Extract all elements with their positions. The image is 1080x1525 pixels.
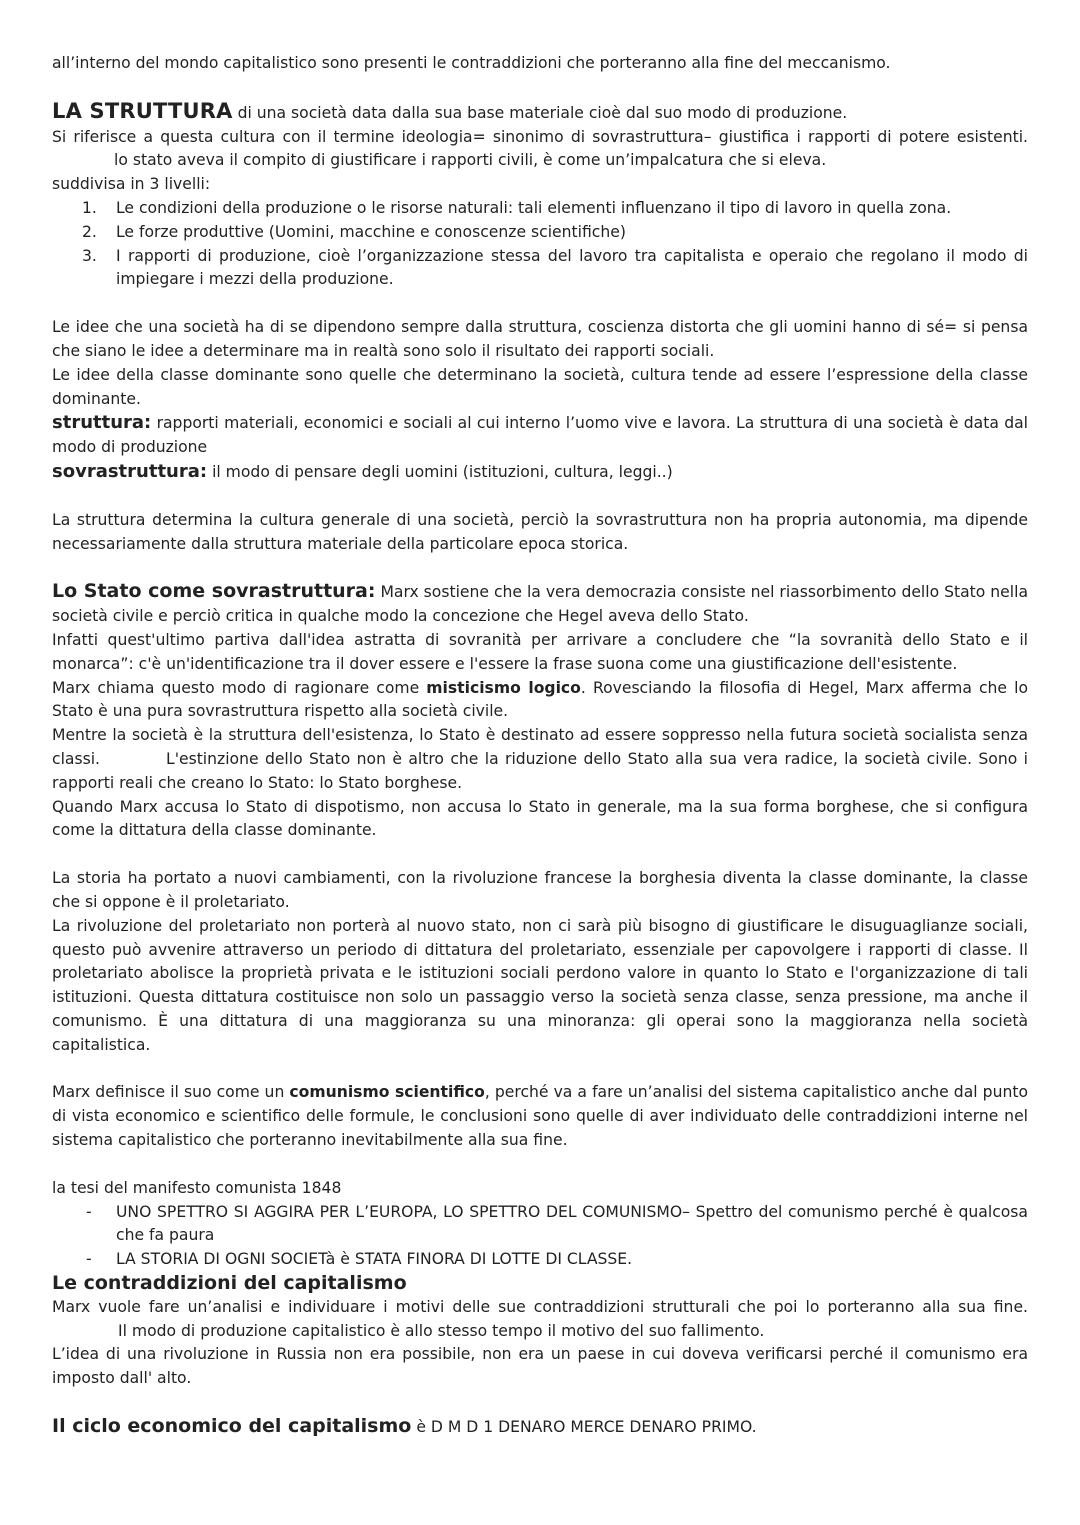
- contraddizioni-paragraph-1: Marx vuole fare un’analisi e individuare i motivi delle sue contraddizioni strutturali che poi lo porteranno alla sua fine.Il modo di produzione capitalistico è allo stesso tempo il motivo del suo fallimento.: [52, 1297, 1028, 1340]
- list-item: 1. Le condizioni della produzione o le risorse naturali: tali elementi influenzano il tipo di lavoro in quella zona.: [82, 198, 952, 217]
- struttura-def: rapporti materiali, economici e sociali al cui interno l’uomo vive e lavora. La struttura di una società è data dal modo di produzione: [52, 414, 1028, 457]
- idee-paragraph-1: Le idee che una società ha di se dipendono sempre dalla struttura, coscienza distorta che gli uomini hanno di sé= si pensa che siano le idee a determinare ma in realtà sono solo il risultato dei rapporti sociali.: [52, 318, 1028, 360]
- stato-paragraph-2: Infatti quest'ultimo partiva dall'idea astratta di sovranità per arrivare a concludere che “la sovranità dello Stato e il monarca”: c'è un'identificazione tra il dover essere e l'essere la frase suona come una giustificazione dell'esistente.: [52, 630, 1028, 673]
- stato-heading: Lo Stato come sovrastruttura:: [52, 580, 376, 603]
- struttura-term: struttura:: [52, 412, 152, 434]
- contraddizioni-paragraph-2: L’idea di una rivoluzione in Russia non era possibile, non era un paese in cui doveva verificarsi perché il comunismo era imposto dall' alto.: [52, 1345, 1028, 1388]
- livelli-intro: suddivisa in 3 livelli:: [52, 175, 211, 194]
- stato-impalcatura-text: lo stato aveva il compito di giustificare i rapporti civili, è come un’impalcatura che si eleva.: [114, 151, 827, 170]
- comunismo-paragraph: Marx definisce il suo come un comunismo scientifico, perché va a fare un’analisi del sistema capitalistico anche dal punto di vista economico e scientifico delle formule, le conclusioni sono quelle di aver individuato delle contraddizioni interne nel sistema capitalistico che porteranno inevitabilmente alla sua fine.: [52, 1083, 1028, 1150]
- determina-paragraph: La struttura determina la cultura generale di una società, perciò la sovrastruttura non ha propria autonomia, ma dipende necessariamente dalla struttura materiale della particolare epoca storica.: [52, 510, 1028, 553]
- manifesto-list: [52, 1201, 1028, 1272]
- intro-paragraph: all’interno del mondo capitalistico sono presenti le contraddizioni che porteranno alla fine del meccanismo.: [52, 54, 891, 72]
- list-item: - LA STORIA DI OGNI SOCIETà è STATA FINORA DI LOTTE DI CLASSE.: [86, 1250, 633, 1269]
- misticismo-logico-keyword: misticismo logico: [426, 678, 581, 697]
- stato-section: [52, 580, 1028, 843]
- ideologia-text: Si riferisce a questa cultura con il termine ideologia= sinonimo di sovrastruttura– giustifica i rapporti di potere esistenti.: [52, 127, 1028, 146]
- stato-paragraph-3: Marx chiama questo modo di ragionare come misticismo logico. Rovesciando la filosofia di Hegel, Marx afferma che lo Stato è una pura sovrastruttura rispetto alla società civile.: [52, 678, 1028, 721]
- contraddizioni-section: [52, 1272, 1028, 1391]
- manifesto-intro: la tesi del manifesto comunista 1848: [52, 1178, 342, 1197]
- struttura-heading: LA STRUTTURA: [52, 98, 233, 123]
- sovrastruttura-def: il modo di pensare degli uomini (istituzioni, cultura, leggi..): [212, 462, 673, 481]
- comunismo-scientifico-keyword: comunismo scientifico: [289, 1083, 485, 1102]
- struttura-heading-line: [52, 100, 1028, 126]
- struttura-section: [52, 100, 1028, 292]
- stato-paragraph-4: Mentre la società è la struttura dell'esistenza, lo Stato è destinato ad essere soppresso nella futura società socialista senza classi. L'estinzione dello Stato non è altro che la riduzione dello Stato alla sua vera radice, la società civile. Sono i rapporti reali che creano lo Stato: lo Stato borghese.: [52, 726, 1028, 792]
- storia-paragraph-2: La rivoluzione del proletariato non porterà al nuovo stato, non ci sarà più bisogno di giustificare le disuguaglianze sociali, questo può avvenire attraverso un periodo di dittatura del proletariato, essenziale per capovolgere i rapporti di classe. Il proletariato abolisce la proprietà privata e le istituzioni sociali perdono valore in quanto lo Stato e l'organizzazione di tali istituzioni. Questa dittatura costituisce non solo un passaggio verso la società senza classe, senza pressione, ma anche il comunismo. È una dittatura di una maggioranza su una minoranza: gli operai sono la maggioranza nella società capitalistica.: [52, 916, 1028, 1054]
- list-item: 3. I rapporti di produzione, cioè l’organizzazione stessa del lavoro tra capitalista e operaio che regolano il modo di impiegare i mezzi della produzione.: [82, 246, 1028, 289]
- idee-section: [52, 316, 1028, 485]
- list-item: 2. Le forze produttive (Uomini, macchine e conoscenze scientifiche): [82, 222, 626, 241]
- storia-paragraph-1: La storia ha portato a nuovi cambiamenti, con la rivoluzione francese la borghesia diventa la classe dominante, la classe che si oppone è il proletariato.: [52, 869, 1028, 911]
- stato-paragraph-5: Quando Marx accusa lo Stato di dispotismo, non accusa lo Stato in generale, ma la sua forma borghese, che si configura come la dittatura della classe dominante.: [52, 797, 1028, 840]
- ciclo-heading: Il ciclo economico del capitalismo: [52, 1415, 412, 1438]
- idee-paragraph-2: Le idee della classe dominante sono quelle che determinano la società, cultura tende ad essere l’espressione della classe dominante.: [52, 365, 1028, 408]
- livelli-list: [52, 197, 1028, 292]
- list-item: - UNO SPETTRO SI AGGIRA PER L’EUROPA, LO SPETTRO DEL COMUNISMO– Spettro del comunismo perché è qualcosa che fa paura: [86, 1202, 1028, 1245]
- ciclo-rest: è D M D 1 DENARO MERCE DENARO PRIMO.: [416, 1418, 757, 1437]
- ciclo-line: [52, 1415, 1028, 1440]
- sovrastruttura-definition: [52, 460, 1028, 485]
- stato-paragraph-1: Lo Stato come sovrastruttura: Marx sostiene che la vera democrazia consiste nel riassorbimento dello Stato nella società civile e perciò critica in qualche modo la concezione che Hegel aveva dello Stato.: [52, 580, 1028, 626]
- ideologia-paragraph: [52, 126, 1028, 174]
- contraddizioni-heading: Le contraddizioni del capitalismo: [52, 1272, 407, 1295]
- struttura-heading-rest: di una società data dalla sua base materiale cioè dal suo modo di produzione.: [237, 103, 848, 122]
- manifesto-section: [52, 1177, 1028, 1272]
- struttura-definition: [52, 411, 1028, 460]
- storia-section: [52, 867, 1028, 1057]
- sovrastruttura-term: sovrastruttura:: [52, 460, 208, 482]
